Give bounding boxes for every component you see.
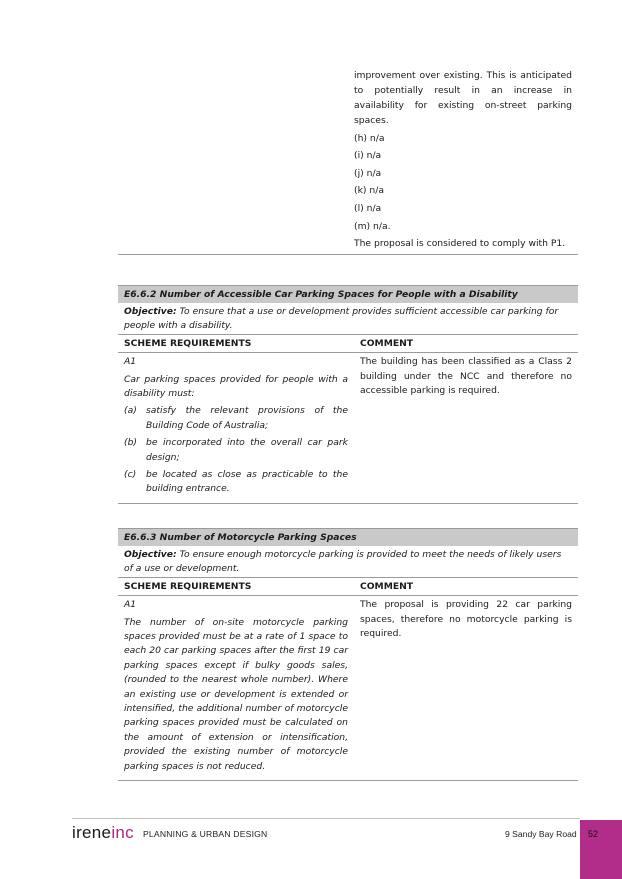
list-item	[124, 404, 348, 433]
list-item	[124, 468, 348, 497]
list-text: be incorporated into the overall car park design;	[146, 437, 348, 463]
column-header-requirements: SCHEME REQUIREMENTS	[124, 338, 252, 350]
objective	[118, 546, 578, 578]
requirement-row	[118, 353, 578, 504]
list-item	[124, 436, 348, 465]
column-headers	[118, 335, 578, 353]
objective-label: Objective:	[124, 306, 177, 317]
comment-text: The proposal is providing 22 car parking spaces, therefore no motorcycle parking is required.	[360, 599, 572, 639]
company-tagline: PLANNING & URBAN DESIGN	[143, 829, 268, 839]
page-number: 52	[588, 829, 599, 839]
logo-text-irene: irene	[72, 823, 112, 842]
continuation-line: (h) n/a	[354, 132, 385, 144]
table-bottom-rule	[118, 254, 578, 255]
acceptable-solution-code: A1	[124, 599, 137, 611]
continuation-line: (k) n/a	[354, 185, 384, 197]
list-marker: (c)	[124, 469, 137, 481]
continuation-block	[118, 68, 578, 255]
acceptable-solution-code: A1	[124, 356, 137, 368]
section-heading: E6.6.3 Number of Motorcycle Parking Spaces	[118, 528, 578, 546]
objective-text: To ensure that a use or development provides sufficient accessible car parking for people with a disability.	[124, 306, 559, 331]
continuation-line: (l) n/a	[354, 202, 382, 214]
requirement-text: The number of on-site motorcycle parking spaces provided must be at a rate of 1 space to each 20 car parking spaces after the first 19 car parking spaces except if bulky goods sales, (rounded to the nearest whole number). Where an existing use or development is extended or intensified, the additional number of motorcycle parking spaces provided must be calculated on the amount of extension or intensification, provided the existing number of motorcycle parking spaces is not reduced.	[124, 616, 348, 772]
continuation-comment	[354, 68, 572, 251]
list-marker: (a)	[124, 405, 137, 417]
requirement-row	[118, 596, 578, 781]
comment-cell	[354, 596, 578, 780]
list-text: satisfy the relevant provisions of the Building Code of Australia;	[146, 405, 348, 431]
column-header-comment: COMMENT	[360, 581, 414, 593]
continuation-line: (i) n/a	[354, 150, 382, 162]
continuation-line: (m) n/a.	[354, 220, 391, 232]
list-marker: (b)	[124, 437, 138, 449]
objective-text: To ensure enough motorcycle parking is provided to meet the needs of likely users of a use or development.	[124, 549, 562, 574]
list-text: be located as close as practicable to the building entrance.	[146, 469, 348, 495]
column-header-comment: COMMENT	[360, 338, 414, 350]
section-heading: E6.6.2 Number of Accessible Car Parking Spaces for People with a Disability	[118, 285, 578, 303]
comment-cell	[354, 353, 578, 503]
continuation-line: (j) n/a	[354, 167, 382, 179]
continuation-line: improvement over existing. This is anticipated to potentially result in an increase in availability for existing on-street parking spaces.	[354, 70, 572, 126]
comment-text: The building has been classified as a Class 2 building under the NCC and therefore no accessible parking is required.	[360, 356, 572, 396]
column-header-requirements: SCHEME REQUIREMENTS	[124, 581, 252, 593]
continuation-line: The proposal is considered to comply with P1.	[354, 238, 566, 250]
logo-text-inc: inc	[111, 823, 134, 842]
objective	[118, 303, 578, 335]
requirement-cell	[118, 596, 354, 780]
section-motorcycle-parking	[118, 528, 578, 781]
requirement-text: Car parking spaces provided for people with a disability must:	[124, 373, 348, 399]
objective-label: Objective:	[124, 549, 177, 560]
requirement-cell	[118, 353, 354, 503]
company-logo	[72, 823, 134, 843]
column-headers	[118, 578, 578, 596]
page-number-tab	[580, 820, 622, 879]
footer-divider	[72, 818, 580, 819]
project-address: 9 Sandy Bay Road	[505, 829, 577, 839]
section-accessible-parking	[118, 285, 578, 504]
